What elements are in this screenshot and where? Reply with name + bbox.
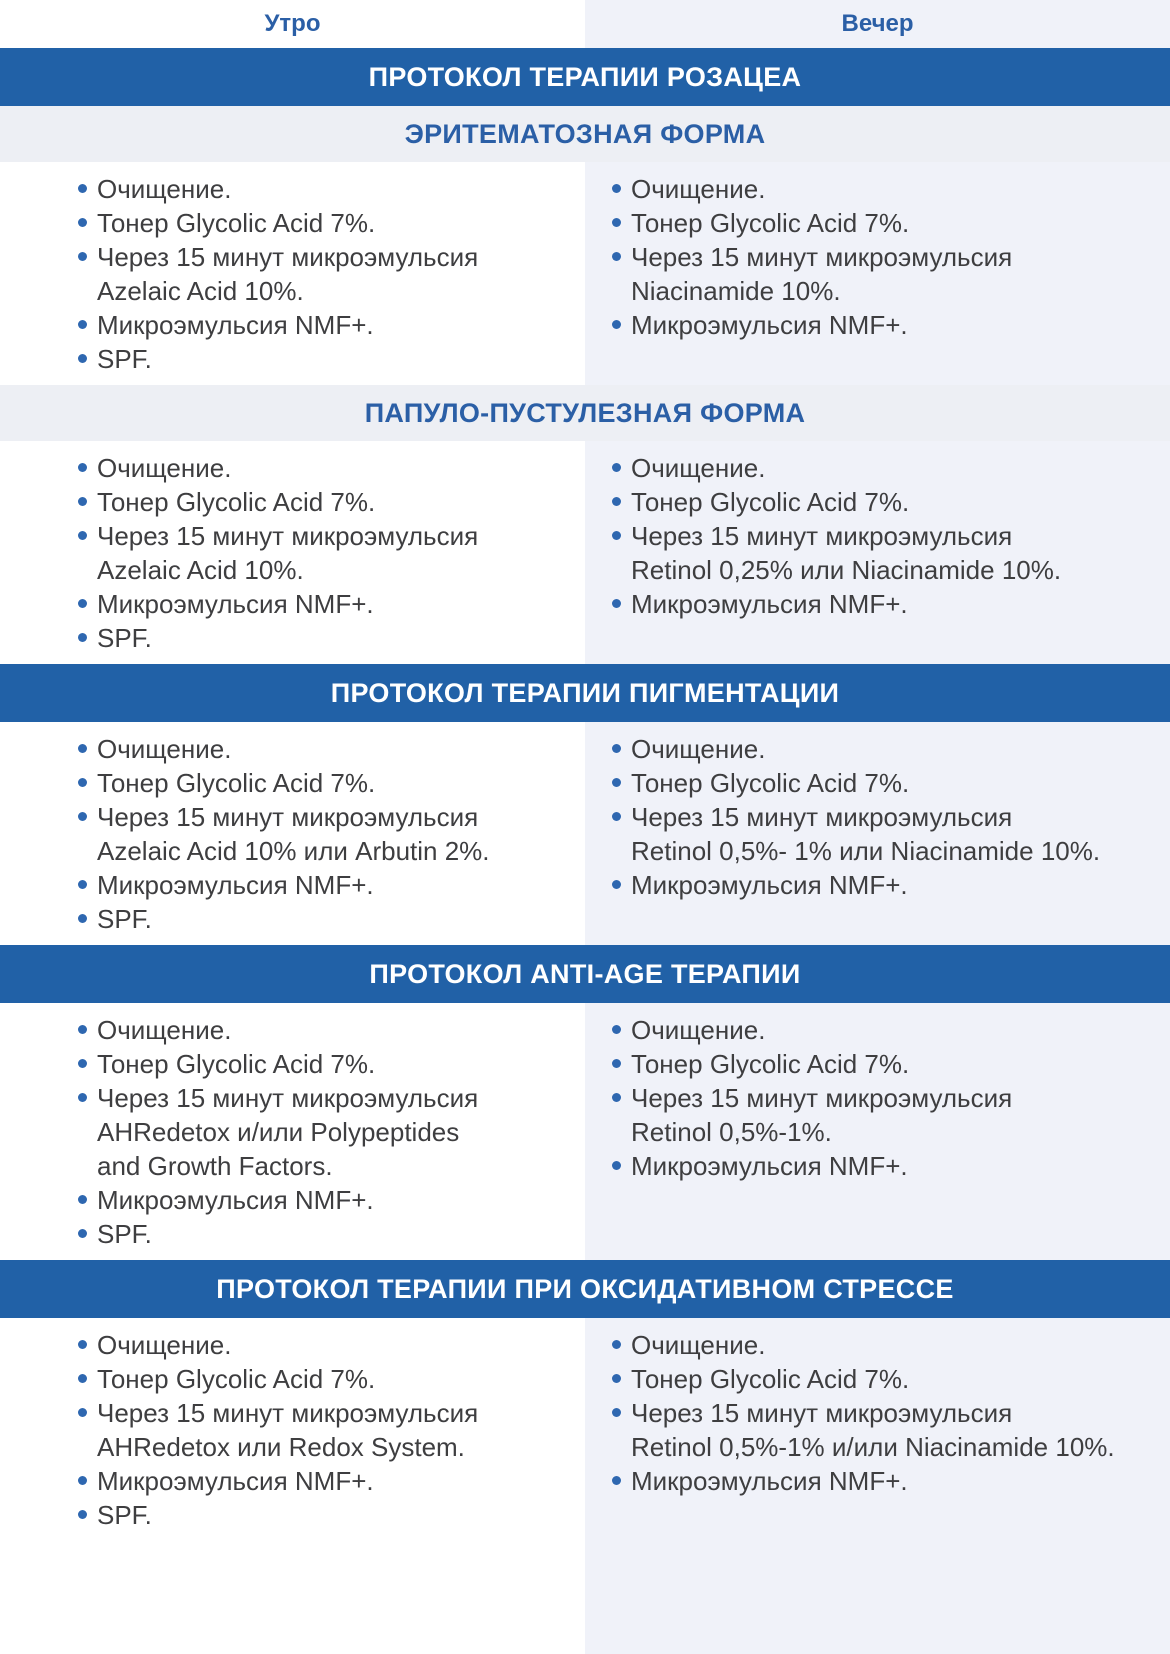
list-item-line: SPF. [97,1500,152,1530]
list-item [612,1081,1147,1149]
list-item-line: AHRedetox или Redox System. [97,1432,465,1462]
list-item-line: Очищение. [631,1015,766,1045]
list-item-line: Микроэмульсия NMF+. [631,310,908,340]
list-item-line: Микроэмульсия NMF+. [97,1466,374,1496]
list-item [78,902,568,936]
list-item [78,621,568,655]
evening-cell [585,172,1170,376]
list-item [78,308,568,342]
list-item-line: Через 15 минут микроэмульсия [97,242,479,272]
morning-list [78,1013,568,1251]
list-item [612,1328,1147,1362]
list-item-line: Azelaic Acid 10%. [97,276,304,306]
list-item-line: Очищение. [97,453,232,483]
list-item-line: Тонер Glycolic Acid 7%. [97,1364,376,1394]
column-headers [0,0,1170,48]
list-item-line: Через 15 минут микроэмульсия [97,1083,479,1113]
list-item-line: Микроэмульсия NMF+. [97,1185,374,1215]
morning-list [78,1328,568,1532]
list-item-line: Через 15 минут микроэмульсия [631,1083,1013,1113]
list-item-line: Микроэмульсия NMF+. [631,870,908,900]
list-item-line: Retinol 0,5%- 1% или Niacinamide 10%. [631,836,1101,866]
morning-list [78,172,568,376]
content-row-anti-age [0,1003,1170,1260]
list-item-line: Микроэмульсия NMF+. [631,589,908,619]
evening-list [612,172,1147,342]
evening-cell [585,451,1170,655]
list-item-line: Azelaic Acid 10%. [97,555,304,585]
list-item-line: AHRedetox и/или Polypeptides [97,1117,460,1147]
list-item [78,1498,568,1532]
list-item-line: Очищение. [631,174,766,204]
evening-cell [585,1013,1170,1251]
content-row-erythematous [0,162,1170,385]
list-item [78,1464,568,1498]
list-item-line: Через 15 минут микроэмульсия [97,1398,479,1428]
list-item [78,1081,568,1183]
list-item-line: Микроэмульсия NMF+. [631,1466,908,1496]
list-item-line: Микроэмульсия NMF+. [631,1151,908,1181]
list-item [78,451,568,485]
list-item [612,485,1147,519]
section-banner-anti-age: ПРОТОКОЛ ANTI-AGE ТЕРАПИИ [0,945,1170,1003]
column-header-morning: Утро [264,10,321,37]
morning-cell [0,172,585,376]
list-item [78,732,568,766]
list-item-line: Очищение. [97,1015,232,1045]
list-item-line: Retinol 0,5%-1% и/или Niacinamide 10%. [631,1432,1115,1462]
list-item [612,800,1147,868]
list-item-line: Тонер Glycolic Acid 7%. [631,208,910,238]
content-row-pigmentation [0,722,1170,945]
list-item-line: Тонер Glycolic Acid 7%. [631,1364,910,1394]
list-item-line: Через 15 минут микроэмульсия [631,521,1013,551]
morning-cell [0,732,585,936]
list-item [78,766,568,800]
list-item-line: Тонер Glycolic Acid 7%. [97,1049,376,1079]
morning-cell [0,1328,585,1532]
list-item [612,451,1147,485]
list-item [78,868,568,902]
list-item [78,240,568,308]
content-row-oxidative-stress [0,1318,1170,1541]
list-item-line: Через 15 минут микроэмульсия [631,1398,1013,1428]
section-banner-pigmentation: ПРОТОКОЛ ТЕРАПИИ ПИГМЕНТАЦИИ [0,664,1170,722]
list-item-line: Через 15 минут микроэмульсия [97,521,479,551]
list-item [612,587,1147,621]
evening-list [612,1328,1147,1498]
list-item-line: Тонер Glycolic Acid 7%. [97,768,376,798]
list-item [78,1047,568,1081]
list-item [612,1396,1147,1464]
list-item [612,1149,1147,1183]
subsection-banner-papulopustular: ПАПУЛО-ПУСТУЛЕЗНАЯ ФОРМА [0,385,1170,441]
list-item-line: Тонер Glycolic Acid 7%. [97,487,376,517]
list-item-line: Через 15 минут микроэмульсия [97,802,479,832]
list-item-line: and Growth Factors. [97,1151,333,1181]
list-item [612,206,1147,240]
list-item [78,1396,568,1464]
list-item [78,172,568,206]
list-item-line: Retinol 0,25% или Niacinamide 10%. [631,555,1062,585]
list-item-line: SPF. [97,623,152,653]
list-item-line: Очищение. [631,453,766,483]
list-item [612,308,1147,342]
morning-cell [0,451,585,655]
list-item [612,732,1147,766]
list-item-line: Azelaic Acid 10% или Arbutin 2%. [97,836,490,866]
morning-list [78,732,568,936]
morning-list [78,451,568,655]
list-item [78,587,568,621]
list-item [612,1013,1147,1047]
list-item-line: Очищение. [631,734,766,764]
column-header-evening: Вечер [841,10,914,37]
morning-cell [0,1013,585,1251]
list-item [78,1328,568,1362]
list-item [78,1217,568,1251]
list-item [78,485,568,519]
list-item [612,240,1147,308]
list-item-line: Очищение. [631,1330,766,1360]
list-item [612,766,1147,800]
list-item [612,519,1147,587]
evening-list [612,732,1147,902]
list-item-line: Тонер Glycolic Acid 7%. [631,768,910,798]
list-item-line: Тонер Glycolic Acid 7%. [631,1049,910,1079]
section-banner-rosacea: ПРОТОКОЛ ТЕРАПИИ РОЗАЦЕА [0,48,1170,106]
list-item-line: Через 15 минут микроэмульсия [631,802,1013,832]
list-item-line: SPF. [97,1219,152,1249]
section-banner-oxidative-stress: ПРОТОКОЛ ТЕРАПИИ ПРИ ОКСИДАТИВНОМ СТРЕССЕ [0,1260,1170,1318]
list-item [78,1013,568,1047]
evening-cell [585,732,1170,936]
evening-list [612,451,1147,621]
list-item-line: SPF. [97,904,152,934]
list-item [612,172,1147,206]
list-item [78,1183,568,1217]
list-item-line: Микроэмульсия NMF+. [97,589,374,619]
list-item-line: Niacinamide 10%. [631,276,841,306]
list-item [78,342,568,376]
list-item [612,1464,1147,1498]
list-item-line: SPF. [97,344,152,374]
list-item [78,519,568,587]
list-item-line: Очищение. [97,734,232,764]
list-item-line: Очищение. [97,1330,232,1360]
content-row-papulopustular [0,441,1170,664]
list-item [612,1047,1147,1081]
bottom-spacer [0,1541,1170,1654]
list-item-line: Микроэмульсия NMF+. [97,310,374,340]
list-item-line: Через 15 минут микроэмульсия [631,242,1013,272]
evening-cell [585,1328,1170,1532]
list-item [612,1362,1147,1396]
list-item-line: Тонер Glycolic Acid 7%. [97,208,376,238]
list-item [78,1362,568,1396]
evening-list [612,1013,1147,1183]
list-item-line: Тонер Glycolic Acid 7%. [631,487,910,517]
list-item-line: Микроэмульсия NMF+. [97,870,374,900]
list-item [612,868,1147,902]
list-item [78,800,568,868]
list-item [78,206,568,240]
list-item-line: Очищение. [97,174,232,204]
list-item-line: Retinol 0,5%-1%. [631,1117,832,1147]
subsection-banner-erythematous: ЭРИТЕМАТОЗНАЯ ФОРМА [0,106,1170,162]
